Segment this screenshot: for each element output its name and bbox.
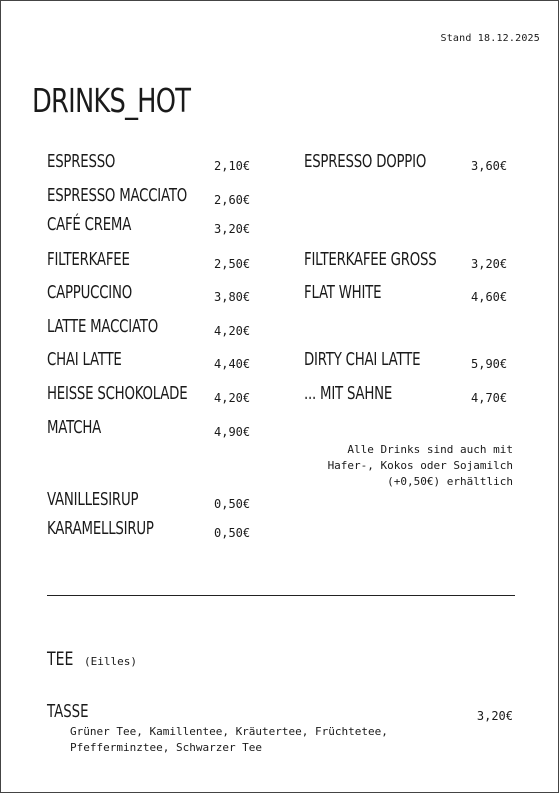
page-title: DRINKS_HOT — [32, 81, 191, 120]
note-line: (+0,50€) erhältlich — [387, 475, 513, 488]
tee-description — [70, 724, 388, 756]
menu-item-name: HEISSE SCHOKOLADE — [47, 383, 188, 404]
menu-item-price: 0,50€ — [214, 497, 251, 511]
menu-item-name: FILTERKAFEE — [47, 249, 130, 270]
menu-item-name: ESPRESSO MACCIATO — [47, 185, 188, 206]
section-divider — [47, 595, 515, 596]
milk-note — [328, 442, 513, 490]
menu-item-name: ... MIT SAHNE — [304, 383, 393, 404]
menu-item-name: FLAT WHITE — [304, 282, 382, 303]
menu-item-name: MATCHA — [47, 417, 102, 438]
menu-item-price: 3,20€ — [471, 257, 508, 271]
menu-item-name: DIRTY CHAI LATTE — [304, 349, 421, 370]
menu-item-price: 2,50€ — [214, 257, 251, 271]
tee-section-title: TEE — [47, 648, 74, 670]
menu-item-price: 4,60€ — [471, 290, 508, 304]
tee-description-line: Pfefferminztee, Schwarzer Tee — [70, 741, 263, 754]
note-line: Alle Drinks sind auch mit — [347, 443, 513, 456]
tee-item-price: 3,20€ — [476, 709, 513, 723]
menu-item-price: 0,50€ — [214, 526, 251, 540]
menu-item-name: ESPRESSO DOPPIO — [304, 151, 427, 172]
tee-description-line: Grüner Tee, Kamillentee, Kräutertee, Früchtetee, — [70, 725, 388, 738]
menu-item-price: 4,90€ — [214, 425, 251, 439]
tee-section-subtitle: (Eilles) — [84, 655, 137, 668]
menu-item-name: FILTERKAFEE GROSS — [304, 249, 437, 270]
menu-item-price: 4,20€ — [214, 391, 251, 405]
menu-item-price: 4,70€ — [471, 391, 508, 405]
menu-item-price: 2,60€ — [214, 193, 251, 207]
menu-item-price: 3,80€ — [214, 290, 251, 304]
menu-item-name: VANILLESIRUP — [47, 489, 139, 510]
menu-item-price: 5,90€ — [471, 357, 508, 371]
menu-item-price: 2,10€ — [214, 159, 251, 173]
menu-item-name: CHAI LATTE — [47, 349, 122, 370]
menu-item-price: 3,20€ — [214, 222, 251, 236]
menu-item-price: 4,20€ — [214, 324, 251, 338]
menu-item-name: CAFÉ CREMA — [47, 214, 132, 235]
menu-item-price: 4,40€ — [214, 357, 251, 371]
menu-item-price: 3,60€ — [471, 159, 508, 173]
menu-item-name: LATTE MACCIATO — [47, 316, 158, 337]
menu-item-name: ESPRESSO — [47, 151, 116, 172]
note-line: Hafer-, Kokos oder Sojamilch — [327, 459, 513, 472]
menu-item-name: CAPPUCCINO — [47, 282, 132, 303]
tee-item-name: TASSE — [47, 701, 89, 722]
stand-date: Stand 18.12.2025 — [440, 33, 540, 44]
menu-item-name: KARAMELLSIRUP — [47, 518, 154, 539]
